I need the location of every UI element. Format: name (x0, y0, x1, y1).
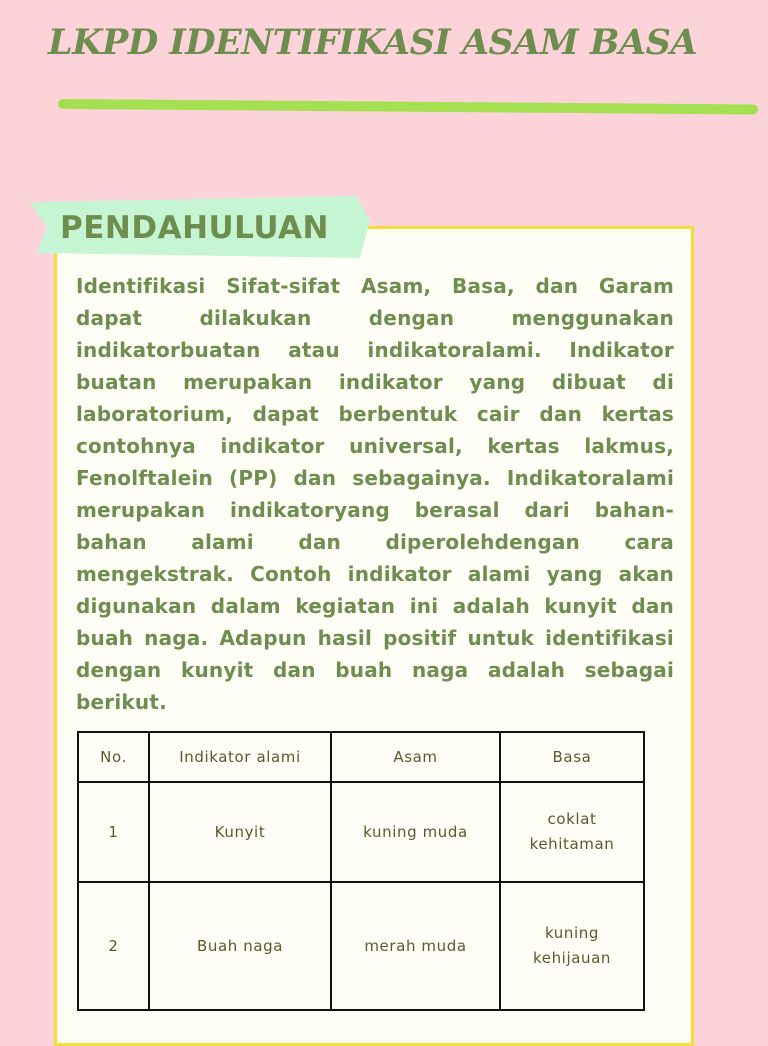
table-cell: 2 (78, 882, 149, 1010)
table-header-cell: Basa (500, 732, 644, 782)
table-header-cell: Asam (331, 732, 500, 782)
table-cell: 1 (78, 782, 149, 882)
table-cell: kuning kehijauan (500, 882, 644, 1010)
page-title: LKPD IDENTIFIKASI ASAM BASA (48, 22, 698, 63)
table-row (78, 882, 644, 1010)
title-underline-decoration (58, 99, 758, 114)
table-cell: Kunyit (149, 782, 331, 882)
table-cell: merah muda (331, 882, 500, 1010)
table-cell: kuning muda (331, 782, 500, 882)
table-header-cell: No. (78, 732, 149, 782)
table-header-row (78, 732, 644, 782)
table-row (78, 782, 644, 882)
indicator-table (77, 731, 645, 1011)
section-title: PENDAHULUAN (60, 210, 329, 246)
table-cell: Buah naga (149, 882, 331, 1010)
table-cell: coklat kehitaman (500, 782, 644, 882)
intro-paragraph: Identifikasi Sifat-sifat Asam, Basa, dan Garam dapat dilakukan dengan menggunakan indikatorbuatan atau indikatoralami. Indikator buatan merupakan indikator yang dibuat di laboratorium, dapat berbentuk cair dan kertas contohnya indikator universal, kertas lakmus, Fenolftalein (PP) dan sebagainya. Indikatoralami merupakan indikatoryang berasal dari bahan-bahan alami dan diperolehdengan cara mengekstrak. Contoh indikator alami yang akan digunakan dalam kegiatan ini adalah kunyit dan buah naga. Adapun hasil positif untuk identifikasi dengan kunyit dan buah naga adalah sebagai berikut. (76, 274, 674, 714)
table-header-cell: Indikator alami (149, 732, 331, 782)
